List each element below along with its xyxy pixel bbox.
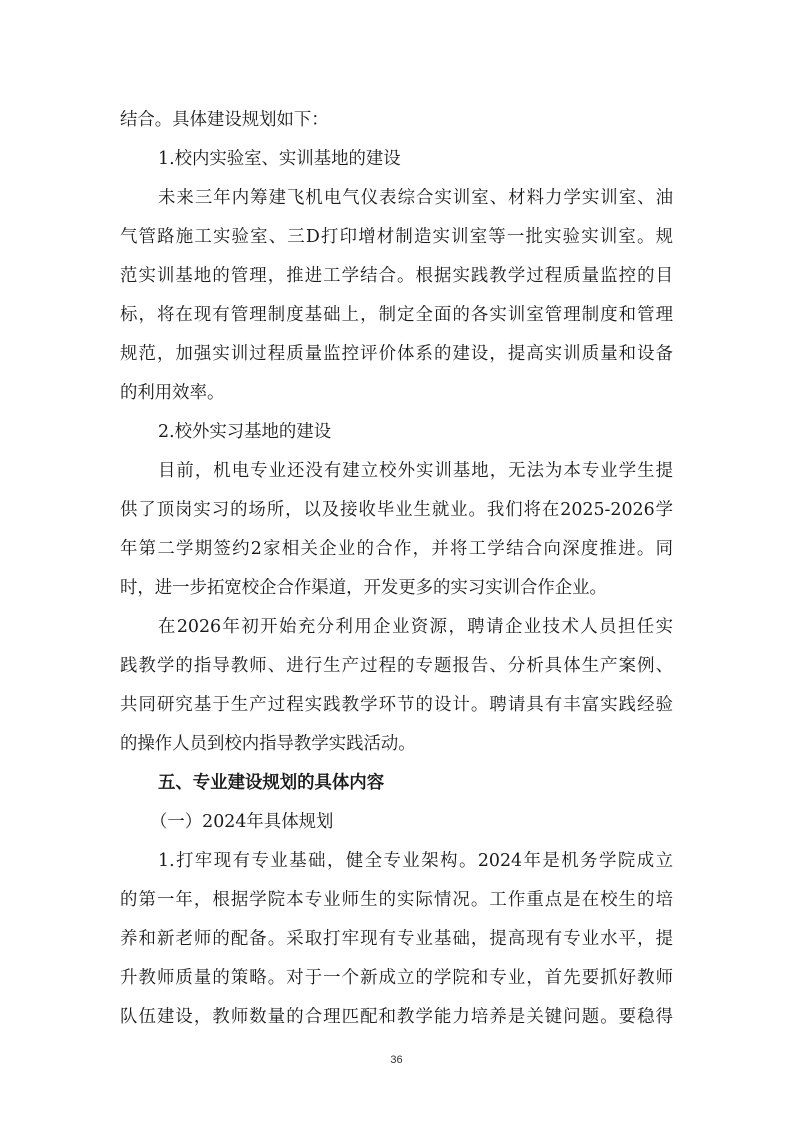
section-heading: 1.校内实验室、实训基地的建设: [158, 149, 401, 169]
chapter-heading: 五、专业建设规划的具体内容: [158, 773, 385, 793]
paragraph-line: 践教学的指导教师、进行生产过程的专题报告、分析具体生产案例、: [120, 656, 673, 676]
subsection-heading: （一）2024年具体规划: [150, 812, 334, 832]
page-number: 36: [390, 1054, 403, 1066]
paragraph-line: 范实训基地的管理，推进工学结合。根据实践教学过程质量监控的目: [120, 266, 673, 286]
paragraph-line: 养和新老师的配备。采取打牢现有专业基础，提高现有专业水平，提: [120, 929, 673, 949]
section-heading: 2.校外实习基地的建设: [158, 422, 332, 442]
paragraph-line: 时，进一步拓宽校企合作渠道，开发更多的实习实训合作企业。: [120, 578, 607, 598]
paragraph-line: 1.打牢现有专业基础，健全专业架构。2024年是机务学院成立: [158, 851, 673, 871]
paragraph-line: 的第一年，根据学院本专业师生的实际情况。工作重点是在校生的培: [120, 890, 673, 910]
paragraph-line: 年第二学期签约2家相关企业的合作，并将工学结合向深度推进。同: [120, 539, 673, 559]
paragraph-line: 供了顶岗实习的场所，以及接收毕业生就业。我们将在2025-2026学: [120, 500, 673, 520]
paragraph-line: 共同研究基于生产过程实践教学环节的设计。聘请具有丰富实践经验: [120, 695, 673, 715]
paragraph-line: 未来三年内筹建飞机电气仪表综合实训室、材料力学实训室、油: [158, 188, 673, 208]
paragraph-line: 标，将在现有管理制度基础上，制定全面的各实训室管理制度和管理: [120, 305, 673, 325]
paragraph-line: 目前，机电专业还没有建立校外实训基地，无法为本专业学生提: [158, 461, 673, 481]
paragraph-line: 规范，加强实训过程质量监控评价体系的建设，提高实训质量和设备: [120, 344, 673, 364]
paragraph-line: 队伍建设，教师数量的合理匹配和教学能力培养是关键问题。要稳得: [120, 1007, 673, 1027]
paragraph-line: 在2026年初开始充分利用企业资源，聘请企业技术人员担任实: [158, 617, 673, 637]
paragraph-line: 结合。具体建设规划如下：: [120, 110, 329, 130]
paragraph-line: 升教师质量的策略。对于一个新成立的学院和专业，首先要抓好教师: [120, 968, 673, 988]
paragraph-line: 的利用效率。: [120, 383, 225, 403]
paragraph-line: 气管路施工实验室、三D打印增材制造实训室等一批实验实训室。规: [120, 227, 673, 247]
paragraph-line: 的操作人员到校内指导教学实践活动。: [120, 734, 416, 754]
